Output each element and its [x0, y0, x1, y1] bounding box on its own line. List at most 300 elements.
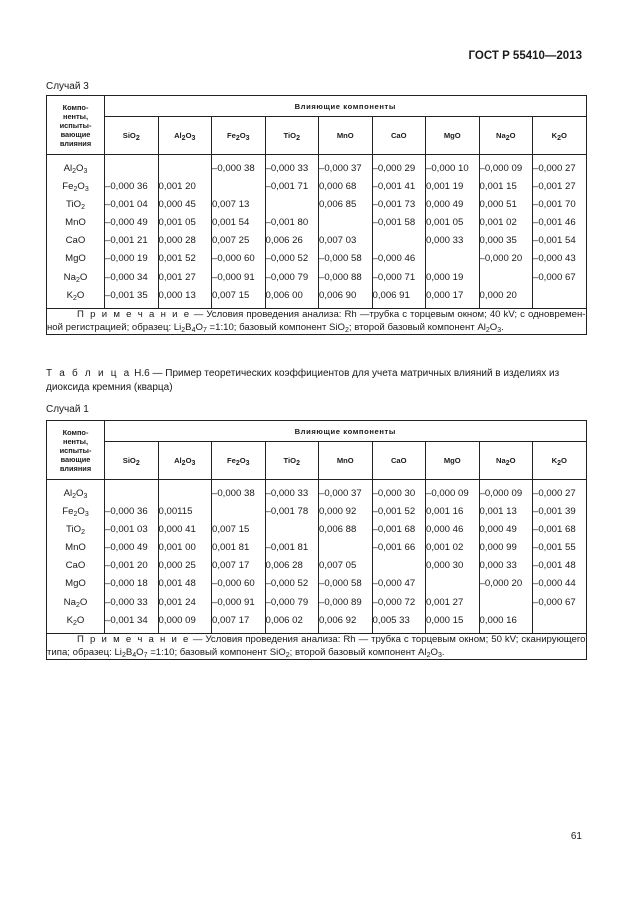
formula-part: 3	[84, 185, 89, 193]
formula-part: O	[79, 271, 88, 283]
coefficient-cell: 0,007 05	[319, 557, 373, 575]
coefficient-cell: 0,001 13	[479, 502, 533, 520]
coefficient-cell: 0,000 49	[426, 195, 480, 213]
coefficient-cell: 0,000 41	[158, 520, 212, 538]
formula-part: 2	[73, 619, 77, 627]
note-text: 2	[345, 326, 349, 334]
formula-part: O	[79, 596, 88, 608]
caption-text: Н.6 — Пример теоретических коэффициентов для учета матричных влияний в изделиях из диоксида кремния (кварца)	[46, 368, 560, 393]
formula-part: 2	[81, 528, 85, 536]
note-text: 2	[426, 651, 431, 659]
formula-part: TiO	[283, 456, 297, 465]
formula-part: O	[509, 131, 516, 140]
note-text: B	[185, 321, 192, 333]
formula-part: O	[185, 131, 192, 140]
column-header	[479, 117, 533, 155]
formula-part: 3	[191, 135, 196, 142]
table-row	[47, 575, 587, 593]
coefficient-cell: –0,001 66	[372, 538, 426, 556]
table-row	[47, 177, 587, 195]
coefficient-cell: 0,006 28	[265, 557, 319, 575]
formula-part: 2	[72, 492, 77, 500]
formula-part: CaO	[390, 456, 407, 465]
note-text: O	[489, 321, 498, 333]
formula-part: MnO	[336, 456, 354, 465]
coefficient-cell: –0,001 20	[105, 557, 159, 575]
note-text: 2	[485, 326, 490, 334]
coefficient-cell: 0,001 19	[426, 177, 480, 195]
coefficient-cell: 0,006 90	[319, 286, 373, 309]
coefficient-cell: –0,000 88	[319, 268, 373, 286]
table-case-1	[46, 420, 587, 660]
coefficient-cell: –0,000 67	[533, 593, 587, 611]
column-header	[426, 117, 480, 155]
formula-part: O	[76, 487, 84, 499]
note-text: 7	[143, 651, 148, 659]
formula-part: 2	[505, 135, 510, 142]
coefficient-cell	[265, 520, 319, 538]
table-row	[47, 232, 587, 250]
coefficient-cell: –0,000 91	[212, 268, 266, 286]
formula-part: Al	[63, 487, 73, 499]
formula-part: O	[560, 456, 567, 465]
document-header: ГОСТ Р 55410—2013	[468, 50, 582, 62]
row-label	[47, 195, 105, 213]
coefficient-cell: 0,007 03	[319, 232, 373, 250]
formula-part: Fe	[226, 131, 236, 140]
coefficient-cell: –0,000 27	[533, 155, 587, 178]
coefficient-cell	[479, 268, 533, 286]
coefficient-cell: 0,006 91	[372, 286, 426, 309]
coefficient-cell: 0,001 81	[212, 538, 266, 556]
coefficient-cell: –0,001 71	[265, 177, 319, 195]
note-text: O	[430, 646, 438, 658]
coefficient-cell: 0,001 02	[479, 213, 533, 231]
row-label	[47, 213, 105, 231]
formula-part: Al	[174, 131, 182, 140]
formula-part: SiO	[122, 456, 136, 465]
formula-part: Na	[495, 456, 506, 465]
formula-part: O	[77, 180, 85, 192]
coefficient-cell: 0,006 85	[319, 195, 373, 213]
row-label	[47, 538, 105, 556]
formula-part: 3	[245, 135, 250, 142]
coefficient-cell: 0,001 20	[158, 177, 212, 195]
formula-part: 2	[135, 460, 140, 467]
coefficient-cell: –0,001 55	[533, 538, 587, 556]
row-label	[47, 250, 105, 268]
coefficient-cell: –0,000 52	[265, 250, 319, 268]
coefficient-cell: 0,000 25	[158, 557, 212, 575]
coefficient-cell: –0,000 09	[426, 480, 480, 503]
coefficient-cell: 0,000 19	[426, 268, 480, 286]
caption-prefix: Т а б л и ц а	[46, 368, 132, 379]
coefficient-cell: 0,000 33	[479, 557, 533, 575]
row-label	[47, 232, 105, 250]
coefficient-cell	[533, 611, 587, 634]
coefficient-cell: –0,000 60	[212, 575, 266, 593]
coefficient-cell: –0,000 79	[265, 593, 319, 611]
coefficient-cell: 0,001 15	[479, 177, 533, 195]
note-text: 4	[132, 651, 137, 659]
formula-part: O	[76, 289, 85, 301]
formula-part: O	[76, 162, 84, 174]
formula-part: Fe	[62, 505, 74, 517]
coefficient-cell: –0,001 68	[533, 520, 587, 538]
coefficient-cell: –0,000 60	[212, 250, 266, 268]
coefficient-cell: –0,000 47	[372, 575, 426, 593]
formula-part: 2	[505, 460, 510, 467]
coefficient-cell: –0,001 04	[105, 195, 159, 213]
note-text: O	[195, 321, 203, 333]
corner-header	[47, 96, 105, 155]
coefficient-cell: 0,000 28	[158, 232, 212, 250]
coefficient-cell	[479, 593, 533, 611]
formula-part: CaO	[65, 235, 86, 247]
formula-part: SiO	[122, 131, 136, 140]
coefficient-cell	[372, 232, 426, 250]
column-header	[372, 442, 426, 480]
formula-part: 2	[235, 135, 240, 142]
coefficient-cell	[105, 155, 159, 178]
formula-part: MgO	[65, 578, 86, 590]
formula-part: 2	[557, 460, 561, 467]
coefficient-cell: 0,000 68	[319, 177, 373, 195]
formula-part: 2	[73, 294, 77, 302]
coefficient-cell: –0,000 72	[372, 593, 426, 611]
table-row	[47, 250, 587, 268]
formula-part: MgO	[443, 456, 461, 465]
coefficient-cell: –0,000 36	[105, 177, 159, 195]
coefficient-cell: –0,000 38	[212, 480, 266, 503]
coefficient-cell: –0,001 58	[372, 213, 426, 231]
row-label	[47, 480, 105, 503]
column-header	[265, 442, 319, 480]
coefficient-cell: –0,000 33	[265, 155, 319, 178]
formula-part: MnO	[65, 216, 86, 228]
coefficient-cell	[212, 177, 266, 195]
formula-part: MgO	[443, 131, 461, 140]
coefficient-cell: 0,001 00	[158, 538, 212, 556]
coefficient-cell	[105, 480, 159, 503]
coefficient-cell: 0,00115	[158, 502, 212, 520]
coefficient-cell: –0,000 38	[212, 155, 266, 178]
table-row	[47, 195, 587, 213]
coefficient-cell: 0,005 33	[372, 611, 426, 634]
table-row	[47, 213, 587, 231]
coefficient-cell: –0,001 35	[105, 286, 159, 309]
coefficient-cell: –0,000 33	[265, 480, 319, 503]
coefficient-cell: –0,000 58	[319, 575, 373, 593]
corner-header-line: влияния	[59, 463, 92, 473]
formula-part: K	[551, 456, 558, 465]
coefficient-cell: –0,000 46	[372, 250, 426, 268]
coefficient-cell	[265, 195, 319, 213]
coefficient-cell: –0,000 43	[533, 250, 587, 268]
formula-part: Fe	[62, 180, 74, 192]
coefficient-cell: –0,001 27	[533, 177, 587, 195]
corner-header-line: Компо-	[62, 427, 89, 437]
formula-part: CaO	[390, 131, 407, 140]
column-header	[105, 117, 159, 155]
coefficient-cell: 0,001 27	[158, 268, 212, 286]
row-label	[47, 286, 105, 309]
note-text: ; второй базовый компонент Al	[348, 321, 486, 333]
formula-part: K	[66, 614, 74, 626]
corner-header-line: вающие	[60, 129, 91, 139]
coefficient-cell: 0,000 15	[426, 611, 480, 634]
row-label	[47, 502, 105, 520]
coefficient-cell	[158, 155, 212, 178]
case-3-label: Случай 3	[46, 81, 89, 92]
coefficient-cell: 0,001 05	[426, 213, 480, 231]
coefficient-cell	[319, 538, 373, 556]
coefficient-cell: –0,000 20	[479, 575, 533, 593]
coefficient-cell: 0,007 17	[212, 557, 266, 575]
formula-part: MgO	[65, 253, 86, 265]
coefficient-cell: –0,001 21	[105, 232, 159, 250]
coefficient-cell: –0,001 73	[372, 195, 426, 213]
formula-part: 2	[73, 510, 78, 518]
formula-part: CaO	[65, 560, 86, 572]
coefficient-cell: –0,001 80	[265, 213, 319, 231]
coefficient-cell: –0,000 30	[372, 480, 426, 503]
formula-part: O	[185, 456, 192, 465]
table-row	[47, 611, 587, 634]
formula-part: MnO	[336, 131, 354, 140]
table-row	[47, 268, 587, 286]
formula-part: 2	[181, 460, 186, 467]
formula-part: 2	[72, 167, 77, 175]
coefficient-cell: 0,001 52	[158, 250, 212, 268]
coefficient-cell: –0,000 34	[105, 268, 159, 286]
coefficient-cell: –0,000 36	[105, 502, 159, 520]
note-text: =1:10; базовый компонент SiO	[206, 321, 346, 333]
coefficient-cell: 0,001 05	[158, 213, 212, 231]
coefficient-cell: –0,000 49	[105, 538, 159, 556]
formula-part: 2	[181, 135, 186, 142]
coefficient-cell: –0,001 34	[105, 611, 159, 634]
column-header	[265, 117, 319, 155]
coefficient-cell: 0,000 51	[479, 195, 533, 213]
note-text: 3	[437, 651, 442, 659]
coefficient-cell: –0,000 27	[533, 480, 587, 503]
coefficient-cell: 0,007 25	[212, 232, 266, 250]
column-header	[372, 117, 426, 155]
coefficient-cell: –0,001 48	[533, 557, 587, 575]
coefficient-cell: 0,000 30	[426, 557, 480, 575]
formula-part: 3	[245, 460, 250, 467]
coefficient-cell: 0,006 02	[265, 611, 319, 634]
coefficient-cell: 0,000 20	[479, 286, 533, 309]
coefficient-cell: 0,007 13	[212, 195, 266, 213]
formula-part: 2	[73, 185, 78, 193]
coefficient-cell: –0,000 09	[479, 480, 533, 503]
page-number: 61	[570, 831, 582, 842]
coefficient-cell: –0,001 81	[265, 538, 319, 556]
table-row	[47, 557, 587, 575]
column-header	[319, 117, 373, 155]
coefficient-cell	[426, 250, 480, 268]
coefficient-cell: –0,000 19	[105, 250, 159, 268]
coefficient-cell: 0,006 26	[265, 232, 319, 250]
column-header	[158, 442, 212, 480]
coefficient-cell	[533, 286, 587, 309]
corner-header-line: ненты,	[62, 111, 89, 121]
coefficient-cell: 0,001 02	[426, 538, 480, 556]
coefficient-cell: 0,007 17	[212, 611, 266, 634]
coefficient-cell: –0,000 89	[319, 593, 373, 611]
coefficient-cell: –0,000 71	[372, 268, 426, 286]
coefficient-cell: –0,001 78	[265, 502, 319, 520]
coefficient-cell: –0,000 09	[479, 155, 533, 178]
table-row	[47, 502, 587, 520]
coefficient-cell: 0,001 27	[426, 593, 480, 611]
formula-part: Na	[63, 596, 76, 608]
note-text: 2	[121, 651, 126, 659]
note-label: П р и м е ч а н и е	[77, 634, 190, 646]
coefficient-cell: –0,000 58	[319, 250, 373, 268]
formula-part: O	[239, 456, 246, 465]
coefficient-cell: 0,001 24	[158, 593, 212, 611]
coefficient-cell: –0,001 03	[105, 520, 159, 538]
corner-header-line: Компо-	[62, 102, 89, 112]
row-label	[47, 611, 105, 634]
table-row	[47, 286, 587, 309]
table-row	[47, 538, 587, 556]
row-label	[47, 575, 105, 593]
formula-part: 2	[135, 135, 140, 142]
row-label	[47, 520, 105, 538]
formula-part: O	[560, 131, 567, 140]
row-label	[47, 557, 105, 575]
coefficient-cell: –0,001 54	[533, 232, 587, 250]
formula-part: O	[509, 456, 516, 465]
formula-part: Al	[63, 162, 73, 174]
column-header	[426, 442, 480, 480]
coefficient-cell: –0,000 10	[426, 155, 480, 178]
coefficient-cell: 0,006 88	[319, 520, 373, 538]
coefficient-cell: 0,006 92	[319, 611, 373, 634]
column-header	[479, 442, 533, 480]
formula-part: O	[239, 131, 246, 140]
coefficient-cell	[319, 213, 373, 231]
note-text: 2	[285, 651, 290, 659]
corner-header-line: влияния	[59, 138, 92, 148]
coefficient-cell: 0,000 09	[158, 611, 212, 634]
note-text: 2	[181, 326, 186, 334]
coefficient-cell: –0,001 41	[372, 177, 426, 195]
formula-part: Al	[174, 456, 182, 465]
table-row	[47, 593, 587, 611]
column-header	[105, 442, 159, 480]
note-text: .	[501, 321, 504, 333]
table-caption	[46, 367, 586, 394]
coefficient-cell: 0,000 16	[479, 611, 533, 634]
column-header	[319, 442, 373, 480]
note-text: 4	[191, 326, 196, 334]
note-text: 3	[497, 326, 502, 334]
table-row	[47, 480, 587, 503]
coefficient-cell: 0,006 00	[265, 286, 319, 309]
formula-part: 2	[296, 460, 300, 467]
coefficient-cell: –0,000 79	[265, 268, 319, 286]
row-label	[47, 155, 105, 178]
coefficient-cell: 0,007 15	[212, 520, 266, 538]
coefficient-cell	[372, 557, 426, 575]
formula-part: 2	[75, 601, 80, 609]
coefficient-cell: 0,000 17	[426, 286, 480, 309]
formula-part: TiO	[65, 523, 82, 535]
formula-part: 3	[83, 492, 88, 500]
influencing-components-header: Влияющие компоненты	[105, 96, 587, 117]
note-text: — Условия проведения анализа: Rh — трубка с торцевым окном; 50 kV; сканирующего типа; образец: Li	[47, 634, 586, 658]
formula-part: O	[76, 614, 85, 626]
formula-part: TiO	[283, 131, 297, 140]
formula-part: O	[77, 505, 85, 517]
coefficient-cell: –0,000 37	[319, 480, 373, 503]
note-text: 7	[202, 326, 207, 334]
coefficient-cell: –0,001 46	[533, 213, 587, 231]
note-text: — Условия проведения анализа: Rh —трубка с торцевым окном; 40 kV; с одновремен-ной регистрацией; образец: Li	[47, 309, 586, 333]
table-row	[47, 520, 587, 538]
table-row	[47, 155, 587, 178]
coefficient-cell: –0,001 70	[533, 195, 587, 213]
coefficient-cell: 0,000 13	[158, 286, 212, 309]
note-text: B	[125, 646, 133, 658]
table-case-3	[46, 95, 587, 335]
coefficient-cell: –0,001 39	[533, 502, 587, 520]
coefficient-cell: –0,000 49	[105, 213, 159, 231]
column-header	[533, 442, 587, 480]
coefficient-cell: –0,000 52	[265, 575, 319, 593]
column-header	[533, 117, 587, 155]
coefficient-cell: –0,001 52	[372, 502, 426, 520]
coefficient-cell: 0,001 54	[212, 213, 266, 231]
coefficient-cell: –0,000 33	[105, 593, 159, 611]
formula-part: 2	[81, 203, 85, 211]
formula-part: MnO	[65, 541, 86, 553]
formula-part: Fe	[226, 456, 236, 465]
coefficient-cell: 0,000 92	[319, 502, 373, 520]
coefficient-cell: –0,000 37	[319, 155, 373, 178]
influencing-components-header: Влияющие компоненты	[105, 421, 587, 442]
formula-part: 2	[75, 276, 80, 284]
corner-header	[47, 421, 105, 480]
row-label	[47, 268, 105, 286]
coefficient-cell: 0,000 35	[479, 232, 533, 250]
coefficient-cell: 0,001 48	[158, 575, 212, 593]
coefficient-cell: –0,000 20	[479, 250, 533, 268]
coefficient-cell: –0,000 29	[372, 155, 426, 178]
coefficient-cell: 0,000 46	[426, 520, 480, 538]
formula-part: K	[66, 289, 74, 301]
table-note	[47, 309, 587, 335]
coefficient-cell: 0,000 99	[479, 538, 533, 556]
formula-part: 2	[235, 460, 240, 467]
note-text: .	[441, 646, 445, 658]
formula-part: Na	[63, 271, 76, 283]
column-header	[212, 117, 266, 155]
formula-part: K	[551, 131, 558, 140]
case-1-label: Случай 1	[46, 404, 89, 415]
row-label	[47, 593, 105, 611]
coefficient-cell: 0,000 45	[158, 195, 212, 213]
corner-header-line: вающие	[60, 454, 91, 464]
coefficient-cell: –0,000 44	[533, 575, 587, 593]
note-text: ; второй базовый компонент Al	[289, 646, 427, 658]
coefficient-cell: –0,000 91	[212, 593, 266, 611]
